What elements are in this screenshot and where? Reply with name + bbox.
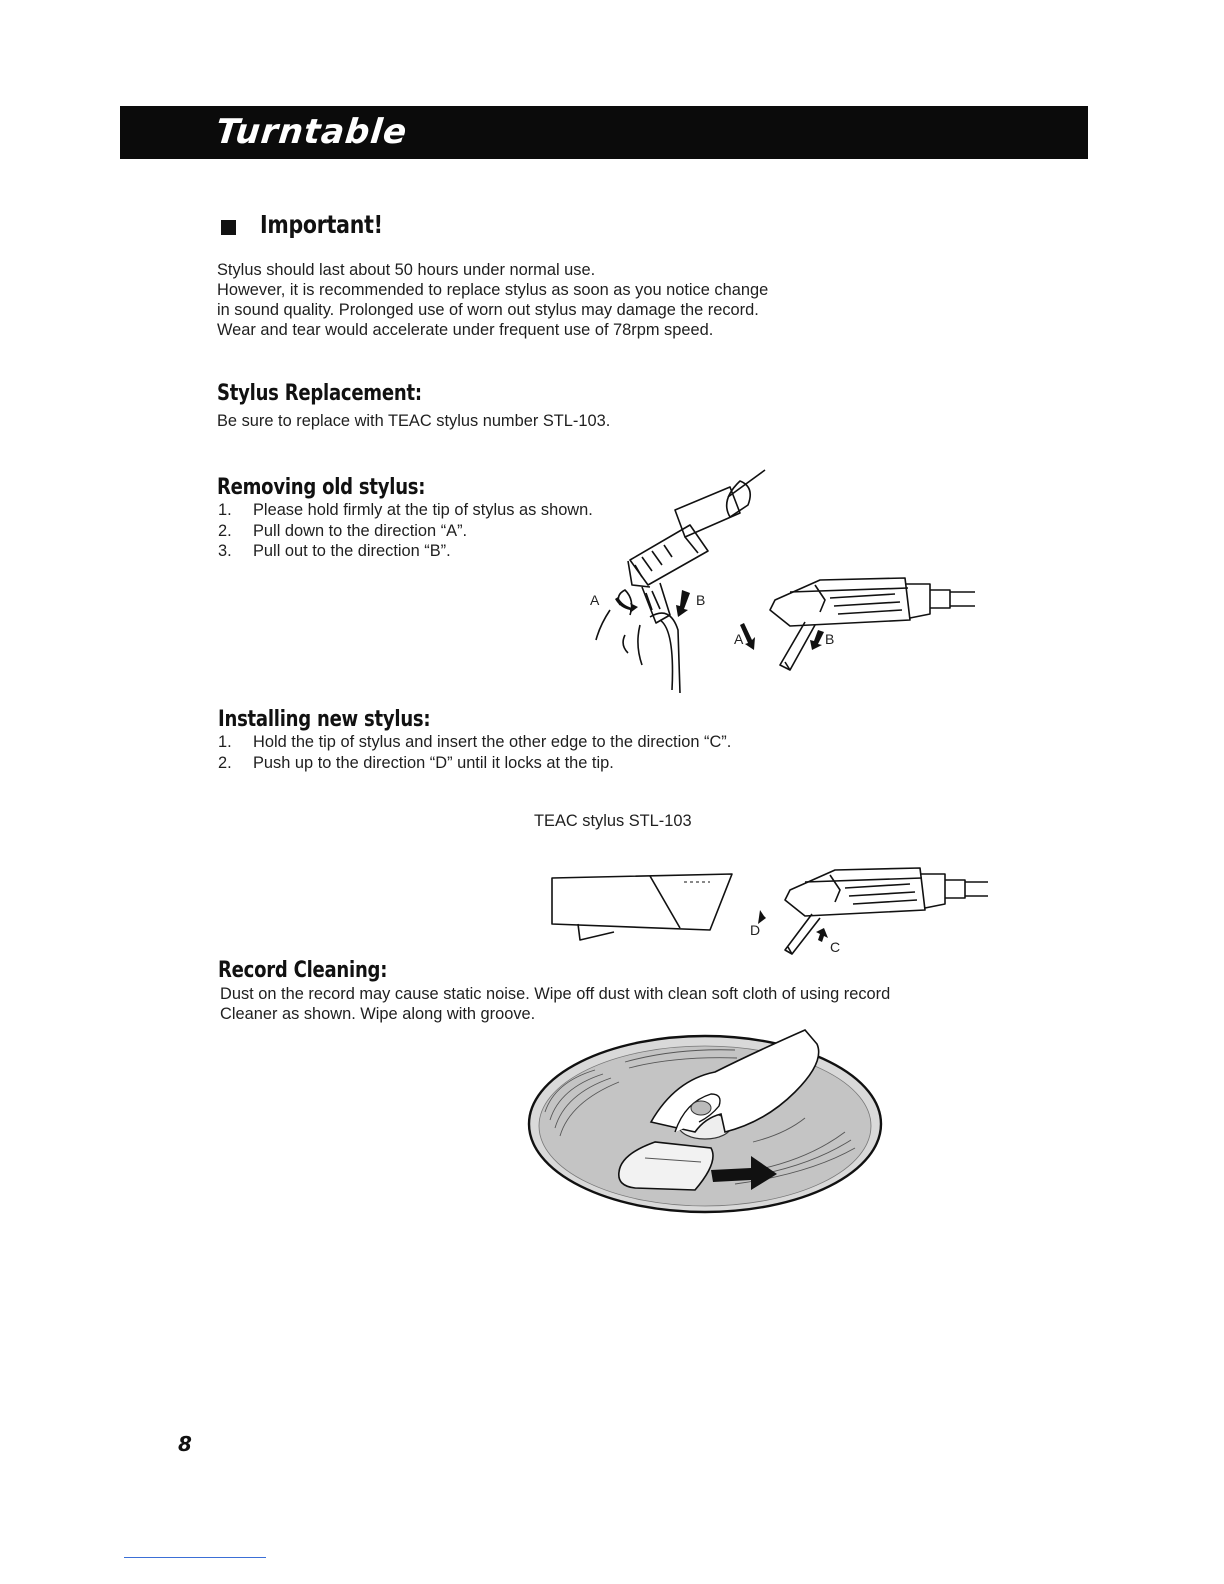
replacement-heading: Stylus Replacement: [217, 381, 422, 406]
important-paragraph [217, 260, 768, 340]
record-cleaning-illustration [525, 1022, 885, 1222]
stylus-caption: TEAC stylus STL-103 [534, 812, 692, 830]
list-item: 2. Push up to the direction “D” until it locks at the tip. [218, 753, 614, 772]
label-a: A [734, 631, 744, 647]
label-a: A [590, 592, 600, 608]
label-d: D [750, 922, 761, 938]
label-b: B [825, 631, 835, 647]
cleaning-line: Dust on the record may cause static noise. Wipe off dust with clean soft cloth of using record [220, 985, 891, 1003]
removing-heading: Removing old stylus: [217, 475, 426, 500]
installing-steps [218, 732, 731, 773]
cartridge-install-illustration [740, 862, 990, 962]
arrow-b-icon [810, 630, 824, 650]
label-b: B [696, 592, 706, 608]
important-heading: Important! [260, 210, 383, 239]
important-line: Wear and tear would accelerate under frequent use of 78rpm speed. [217, 321, 714, 339]
replacement-text: Be sure to replace with TEAC stylus number STL-103. [217, 412, 611, 430]
cleaning-heading: Record Cleaning: [218, 958, 388, 983]
cartridge-side-illustration [730, 570, 980, 680]
list-item: 3. Pull out to the direction “B”. [218, 542, 451, 560]
arrow-a-icon [615, 597, 638, 613]
installing-heading: Installing new stylus: [218, 707, 431, 732]
removing-steps [218, 500, 593, 562]
list-item: 1. Please hold firmly at the tip of stylus as shown. [218, 501, 593, 519]
cleaning-paragraph [220, 984, 890, 1024]
section-title: Turntable [213, 112, 410, 152]
list-item: 1. Hold the tip of stylus and insert the other edge to the direction “C”. [218, 733, 732, 751]
cleaning-line: Cleaner as shown. Wipe along with groove. [220, 1005, 536, 1023]
footer-rule [124, 1557, 266, 1558]
arrow-b-icon [676, 590, 690, 617]
arrow-c-icon [816, 928, 828, 942]
stylus-package-illustration [550, 868, 740, 948]
important-line: in sound quality. Prolonged use of worn out stylus may damage the record. [217, 301, 759, 319]
important-line: However, it is recommended to replace stylus as soon as you notice change [217, 281, 769, 299]
section-banner [120, 106, 1088, 159]
bullet-square-icon [221, 220, 236, 235]
label-c: C [830, 939, 841, 955]
important-line: Stylus should last about 50 hours under normal use. [217, 261, 596, 279]
page-number: 8 [178, 1432, 192, 1456]
list-item: 2. Pull down to the direction “A”. [218, 521, 468, 540]
